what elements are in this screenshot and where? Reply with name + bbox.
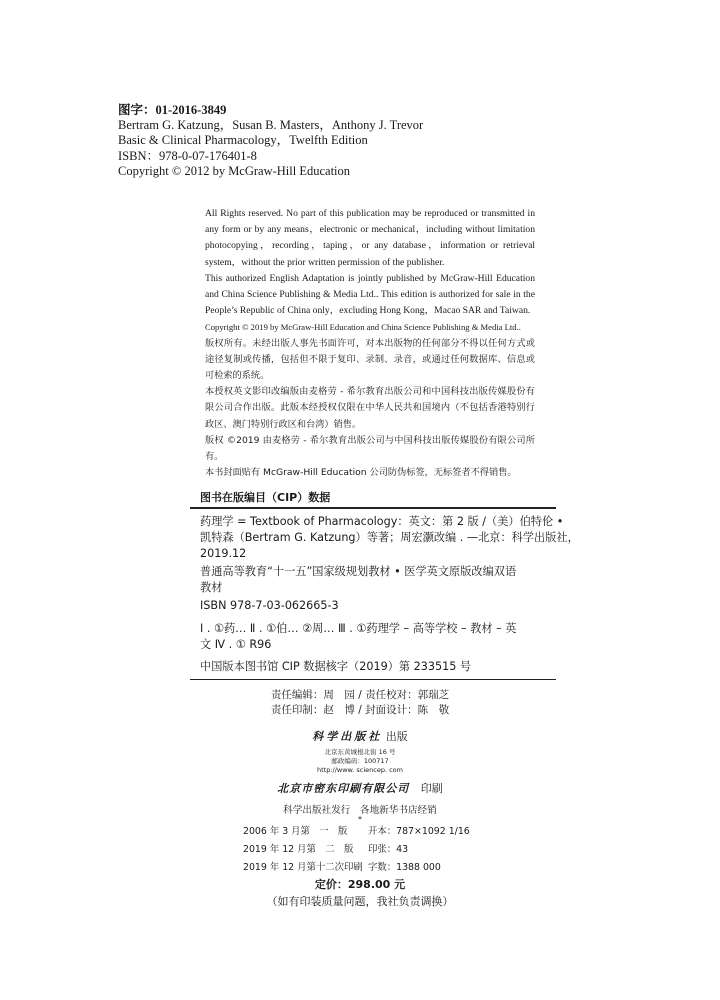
quality-notice: （如有印装质量问题，我社负责调换） bbox=[266, 895, 454, 908]
authors-line: Bertram G. Katzung，Susan B. Masters，Anthony J. Trevor bbox=[118, 118, 424, 133]
editors-line: 责任编辑：周 园 / 责任校对：郭瑞芝 bbox=[270, 689, 450, 701]
rights-paragraph-1: All Rights reserved. No part of this publication may be reproduced or transmitted in any form or by any means，electronic or mechanical，including without limitation photocopying，recording，taping，or any database，information or retrieval system，without the prior written permission of the publisher. bbox=[205, 208, 535, 268]
printer-suffix: 印刷 bbox=[420, 782, 443, 795]
publisher-logo: 科学出版社 bbox=[312, 730, 383, 743]
separator-star: * bbox=[358, 815, 362, 824]
cip-series-line-2: 教材 bbox=[200, 581, 223, 594]
cip-title-line-2: 凯特森（Bertram G. Katzung）等著；周宏灏改编 . —北京：科学出版社， bbox=[200, 531, 579, 544]
rights-paragraph-cn-1: 版权所有。未经出版人事先书面许可，对本出版物的任何部分不得以任何方式或途径复制或传播，包括但不限于复印、录制、录音，或通过任何数据库、信息或可检索的系统。 bbox=[205, 337, 535, 382]
cip-number bbox=[200, 659, 556, 675]
publisher-postcode: 邮政编码：100717 bbox=[331, 757, 389, 765]
printing-row-3: 2019 年 12 月第十二次印刷 字数：1388 000 bbox=[243, 862, 441, 873]
title-edition-line: Basic & Clinical Pharmacology，Twelfth Edition bbox=[118, 133, 368, 148]
production-line: 责任印制：赵 博 / 封面设计：陈 敬 bbox=[270, 704, 450, 716]
printer-block bbox=[0, 780, 720, 824]
isbn-line: ISBN：978-0-07-176401-8 bbox=[118, 148, 257, 163]
cip-classification bbox=[200, 621, 556, 653]
cip-class-line-2: 文 Ⅳ . ① R96 bbox=[200, 638, 272, 651]
rights-paragraph-cn-4: 本书封面贴有 McGraw-Hill Education 公司防伪标签，无标签者不得销售。 bbox=[205, 467, 517, 479]
rights-paragraph-cn-2: 本授权英文影印改编版由麦格劳 - 希尔教育出版公司和中国科技出版传媒股份有限公司合作出版。此版本经授权仅限在中华人民共和国境内（不包括香港特别行政区、澳门特别行政区和台湾）销售。 bbox=[205, 386, 535, 430]
cip-series bbox=[200, 564, 556, 596]
rights-paragraph-2: This authorized English Adaptation is jointly published by McGraw-Hill Education and China Science Publishing & Media Ltd.. This edition is authorized for sale in the People’s Republic of China only，excluding Hong Kong，Macao SAR and Taiwan. bbox=[205, 272, 535, 317]
printing-row-1: 2006 年 3 月第 一 版 开本：787×1092 1/16 bbox=[243, 826, 470, 837]
rights-copyright-2019: Copyright © 2019 by McGraw-Hill Education and China Science Publishing & Media Ltd.. bbox=[205, 322, 521, 333]
cip-number-text: 中国版本图书馆 CIP 数据核字（2019）第 233515 号 bbox=[200, 660, 472, 673]
responsibility-credits bbox=[0, 688, 720, 718]
cip-class-line-1: Ⅰ . ①药… Ⅱ . ①伯… ②周… Ⅲ . ①药理学 – 高等学校 – 教材 – 英 bbox=[200, 622, 517, 635]
publisher-block bbox=[0, 728, 720, 775]
distribution-line: 科学出版社发行 各地新华书店经销 bbox=[283, 805, 437, 816]
publisher-suffix: 出版 bbox=[385, 730, 408, 743]
price-line: 定价：298.00 元 bbox=[314, 878, 406, 891]
rights-paragraph-cn-3: 版权 ©2019 由麦格劳 - 希尔教育出版公司与中国科技出版传媒股份有限公司所有。 bbox=[205, 434, 535, 463]
publisher-address: 北京东黄城根北街 16 号 bbox=[324, 748, 396, 756]
cip-title-line-3: 2019.12 bbox=[200, 547, 247, 560]
registration-number: 图字：01-2016-3849 bbox=[118, 103, 227, 117]
cip-series-line-1: 普通高等教育“十一五”国家级规划教材 • 医学英文原版改编双语 bbox=[200, 565, 517, 578]
printing-info bbox=[243, 823, 470, 877]
cip-isbn bbox=[200, 598, 556, 614]
copyright-line: Copyright © 2012 by McGraw-Hill Education bbox=[118, 163, 351, 178]
publisher-website: http://www. sciencep. com bbox=[317, 766, 403, 774]
cip-heading: 图书在版编目（CIP）数据 bbox=[200, 491, 331, 504]
printer-logo: 北京市密东印刷有限公司 bbox=[277, 782, 410, 795]
cip-rule-top bbox=[190, 507, 556, 509]
cip-entry bbox=[200, 514, 579, 562]
cip-isbn-text: ISBN 978-7-03-062665-3 bbox=[200, 599, 339, 612]
copyright-header bbox=[118, 103, 638, 179]
cip-rule-bottom bbox=[190, 679, 556, 680]
printing-row-2: 2019 年 12 月第 二 版 印张：43 bbox=[243, 844, 409, 855]
cip-title-line-1: 药理学 = Textbook of Pharmacology：英文：第 2 版 /（美）伯特伦 • bbox=[200, 515, 564, 528]
rights-statement bbox=[205, 206, 535, 481]
